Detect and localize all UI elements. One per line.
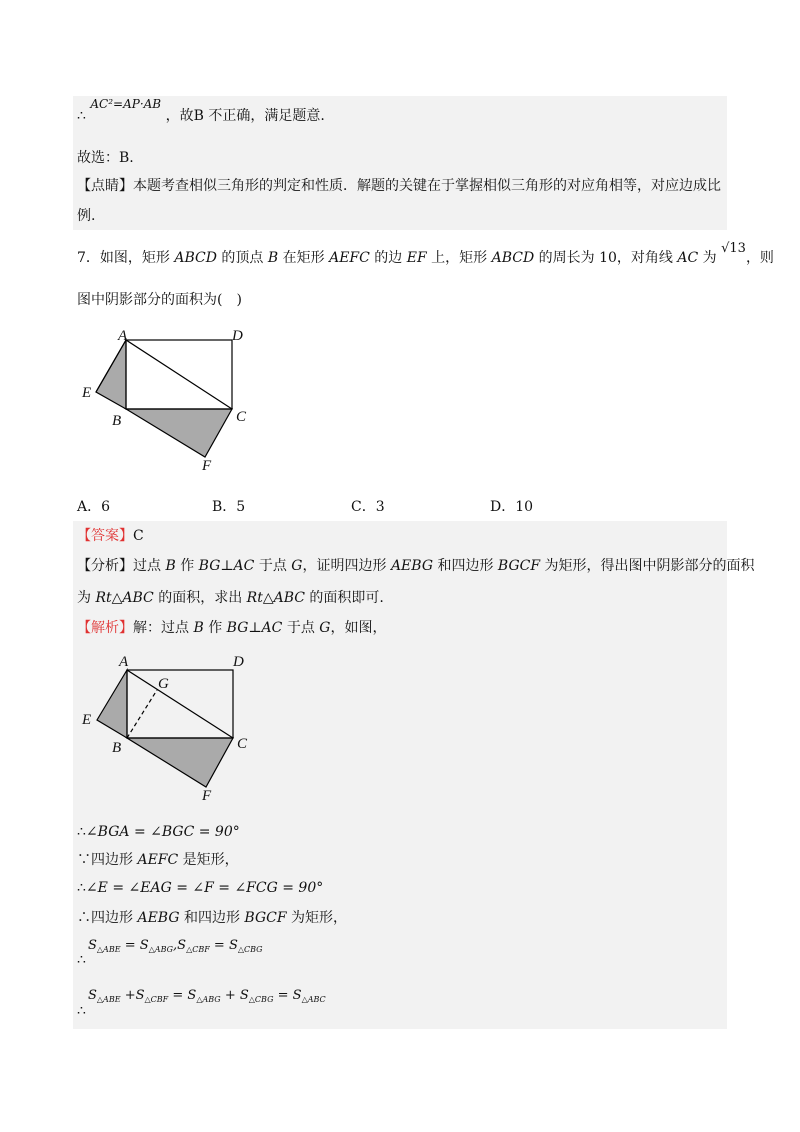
label-a: A — [119, 654, 129, 670]
formula-ac2: AC²=AP·AB — [90, 97, 162, 111]
step-4: ∴四边形 AEBG 和四边形 BGCF 为矩形， — [77, 910, 348, 926]
solution-line-1: 【解析】解：过点 B 作 BG⊥AC 于点 G，如图， — [77, 620, 387, 636]
prev-line-1: ∴ AC²=AP·AB ，故B 不正确，满足题意. — [77, 97, 325, 124]
step-6-therefore: ∴ — [77, 1003, 86, 1019]
solution-figure — [78, 650, 258, 800]
label-b: B — [112, 740, 122, 756]
shaded-triangle-abe — [96, 340, 126, 409]
prev-line-3: 【点睛】本题考查相似三角形的判定和性质．解题的关键在于掌握相似三角形的对应角相等，对应边成比 — [77, 178, 721, 194]
label-e: E — [82, 712, 92, 728]
option-a[interactable]: A．6 — [77, 499, 111, 515]
option-c[interactable]: C．3 — [351, 499, 385, 515]
step-2: ∵四边形 AEFC 是矩形， — [77, 852, 239, 868]
label-c: C — [237, 736, 248, 752]
prev-line-4: 例. — [77, 208, 96, 224]
diagonal-ac — [127, 670, 233, 738]
analysis-line-2: 为 Rt△ABC 的面积，求出 Rt△ABC 的面积即可. — [77, 590, 384, 606]
label-d: D — [232, 328, 243, 344]
sqrt13: √13 — [721, 241, 746, 256]
question-7-line-1: 7．如图，矩形 ABCD 的顶点 B 在矩形 AEFC 的边 EF 上，矩形 ABCD 的周长为 10，对角线 AC 为 √13，则 — [77, 241, 774, 266]
shaded-triangle-bcf — [127, 738, 233, 787]
label-g: G — [158, 676, 169, 692]
label-b: B — [112, 413, 122, 429]
question-7-line-2: 图中阴影部分的面积为( ) — [77, 292, 242, 308]
shaded-triangle-bcf — [126, 409, 232, 457]
label-e: E — [82, 385, 92, 401]
question-figure — [78, 325, 258, 475]
step-3: ∴∠E = ∠EAG = ∠F = ∠FCG = 90° — [77, 880, 324, 896]
prev-line-2: 故选：B. — [77, 150, 134, 166]
step-6-formula: $S_{\triangle ABE} +S_{\triangle CBF} = S_{\triangle ABG} + S_{\triangle CBG} = S_{\triangle ABC}$ — [88, 988, 326, 1004]
label-a: A — [118, 328, 128, 344]
label-d: D — [233, 654, 244, 670]
option-d[interactable]: D．10 — [490, 499, 534, 515]
diagonal-ac — [126, 340, 232, 409]
label-f: F — [202, 458, 212, 474]
label-c: C — [236, 409, 247, 425]
option-b[interactable]: B．5 — [212, 499, 246, 515]
analysis-line-1: 【分析】过点 B 作 BG⊥AC 于点 G，证明四边形 AEBG 和四边形 BGCF 为矩形，得出图中阴影部分的面积 — [77, 558, 755, 574]
dashed-bg — [127, 690, 157, 738]
step-1: ∴∠BGA = ∠BGC = 90° — [77, 824, 240, 840]
shaded-triangle-abe — [97, 670, 127, 738]
label-f: F — [202, 788, 212, 800]
answer-line: 【答案】C — [77, 528, 144, 544]
step-5-therefore: ∴ — [77, 952, 86, 968]
step-5-formula: $S_{\triangle ABE} = S_{\triangle ABG},S_{\triangle CBF} = S_{\triangle CBG}$ — [88, 938, 263, 954]
